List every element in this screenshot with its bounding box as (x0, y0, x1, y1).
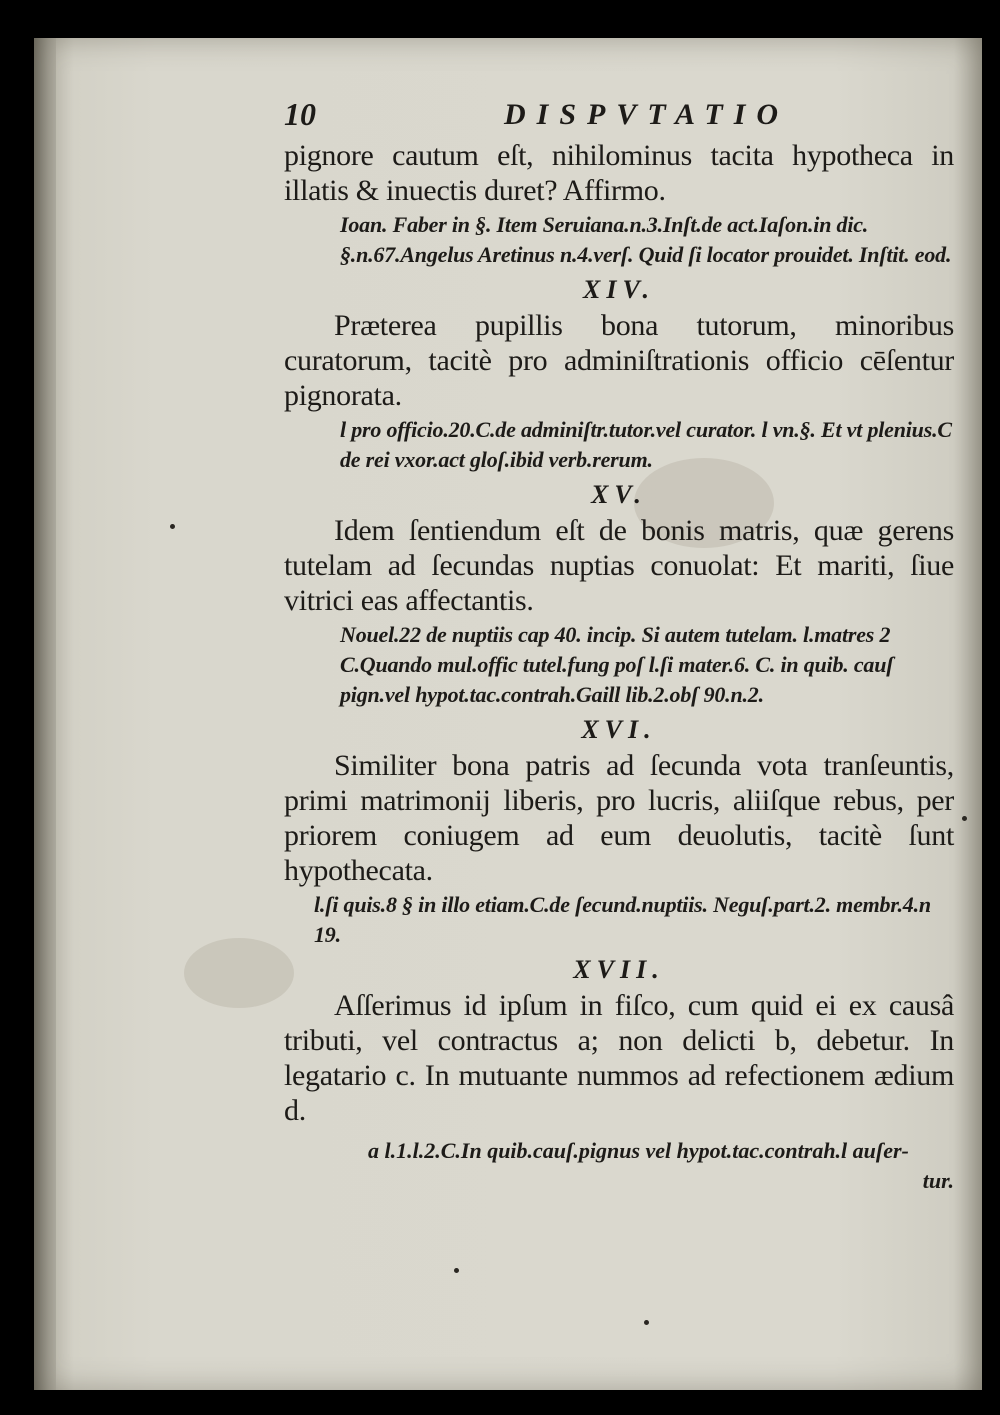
thesis-16-citation: l.ſi quis.8 § in illo etiam.C.de ſecund.nuptiis. Neguſ.part.2. membr.4.n 19. (314, 892, 931, 947)
thesis-17-text: Aſſerimus id ipſum in fiſco, cum quid ei ex causâ tributi, vel contractus a; non delicti b, debetur. In legatario c. In mutuante nummos ad refectionem ædium d. (284, 989, 954, 1127)
thesis-number-15: XV. (591, 480, 647, 509)
thesis-number-17: XVII. (573, 955, 665, 984)
page-body (284, 138, 954, 1196)
catchword: tur. (922, 1168, 954, 1193)
ink-speck (644, 1320, 649, 1325)
thesis-13-citation: Ioan. Faber in §. Item Seruiana.n.3.Inſt.de act.Iaſon.in dic. §.n.67.Angelus Aretinus n.4.verſ. Quid ſi locator prouidet. Inſtit. eod. (340, 212, 952, 267)
page-gutter-shadow (34, 38, 56, 1390)
ink-speck (170, 524, 175, 529)
thesis-15-text: Idem ſentiendum eſt de bonis matris, quæ gerens tutelam ad ſecundas nuptias conuolat: Et mariti, ſiue vitrici eas affectantis. (284, 514, 954, 617)
thesis-16-text: Similiter bona patris ad ſecunda vota tranſeuntis, primi matrimonij liberis, pro lucris, aliiſque rebus, per priorem coniugem ad eum deuolutis, tacitè ſunt hypothecata. (284, 749, 954, 887)
footnote (284, 1136, 954, 1166)
thesis-number-16: XVI. (581, 715, 657, 744)
thesis-14-text: Præterea pupillis bona tutorum, minoribus curatorum, tacitè pro adminiſtrationis officio cēſentur pignorata. (284, 309, 954, 412)
running-head (284, 96, 924, 136)
footnote-text: l.1.l.2.C.In quib.cauſ.pignus vel hypot.tac.contrah.l auſer- (384, 1138, 909, 1163)
paper-stain (184, 938, 294, 1008)
book-page (34, 38, 982, 1390)
thesis-15-citation: Nouel.22 de nuptiis cap 40. incip. Si autem tutelam. l.matres 2 C.Quando mul.offic tutel.fung poſ l.ſi mater.6. C. in quib. cauſ pign.vel hypot.tac.contrah.Gaill lib.2.obſ 90.n.2. (340, 622, 894, 707)
page-number: 10 (284, 96, 316, 132)
thesis-13-text: pignore cautum eſt, nihilominus tacita hypotheca in illatis & inuectis duret? Affirmo. (284, 139, 954, 207)
running-title: DISPVTATIO (504, 98, 790, 131)
thesis-14-citation: l pro officio.20.C.de adminiſtr.tutor.vel curator. l vn.§. Et vt plenius.C de rei vxor.act gloſ.ibid verb.rerum. (340, 417, 952, 472)
ink-speck (454, 1268, 459, 1273)
footnote-marker: a (368, 1138, 379, 1163)
ink-speck (962, 816, 967, 821)
thesis-number-14: XIV. (583, 275, 655, 304)
